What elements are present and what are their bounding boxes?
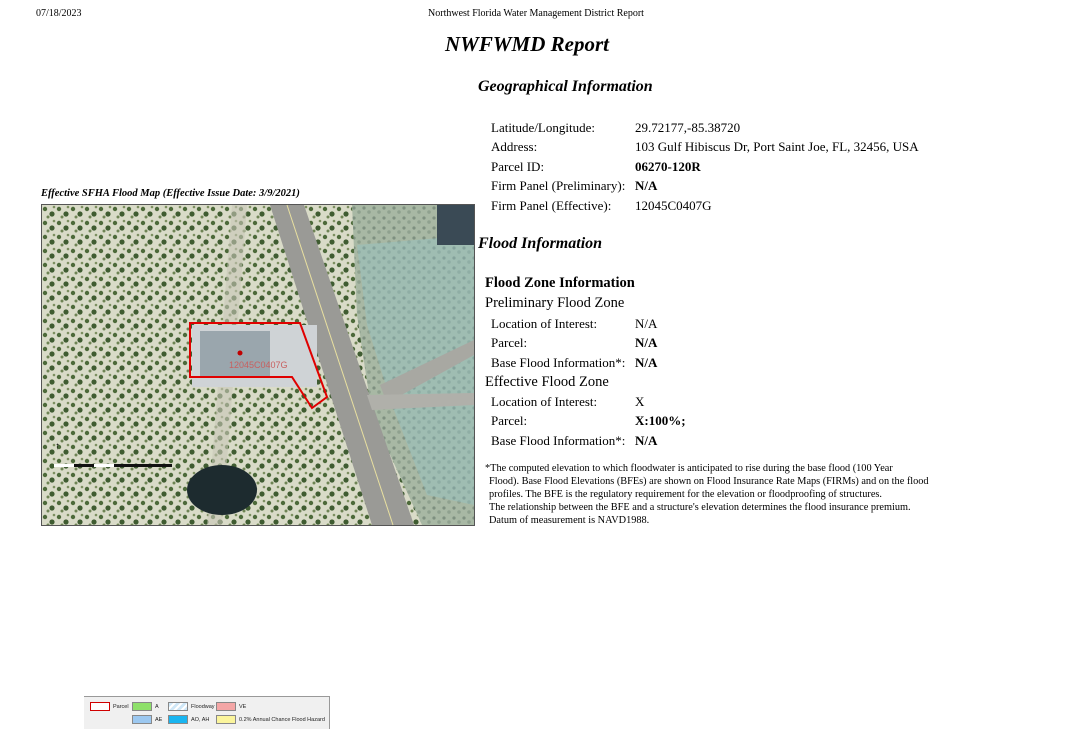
geo-value: 103 Gulf Hibiscus Dr, Port Saint Joe, FL, 32456, USA bbox=[635, 139, 919, 154]
flood-value: X:100%; bbox=[635, 413, 686, 428]
map-caption: Effective SFHA Flood Map (Effective Issue Date: 3/9/2021) bbox=[41, 188, 300, 199]
flood-section-title: Flood Information bbox=[478, 235, 603, 252]
report-header-title: Northwest Florida Water Management District Report bbox=[428, 8, 644, 19]
footnote-line: The relationship between the BFE and a structure's elevation determines the flood insurance premium. bbox=[489, 502, 911, 513]
legend-item bbox=[132, 702, 159, 711]
legend-label: AO, AH bbox=[191, 716, 210, 723]
flood-label: Base Flood Information*: bbox=[491, 355, 626, 370]
legend-label: VE bbox=[239, 703, 247, 710]
legend-swatch bbox=[216, 702, 236, 711]
flood-label: Location of Interest: bbox=[491, 394, 598, 409]
footnote-line: *The computed elevation to which floodwater is anticipated to rise during the base flood (100 Year bbox=[485, 463, 893, 474]
legend-swatch bbox=[90, 702, 110, 711]
geo-label: Parcel ID: bbox=[491, 159, 545, 174]
flood-value: N/A bbox=[635, 316, 658, 331]
legend-item bbox=[168, 702, 215, 711]
footnote-line: Datum of measurement is NAVD1988. bbox=[489, 515, 650, 526]
legend-swatch bbox=[216, 715, 236, 724]
geo-value: 29.72177,-85.38720 bbox=[635, 120, 741, 135]
map-legend bbox=[84, 696, 330, 729]
geo-value: N/A bbox=[635, 178, 658, 193]
page-title: NWFWMD Report bbox=[445, 32, 609, 56]
legend-label: A bbox=[155, 703, 159, 710]
flood-label: Base Flood Information*: bbox=[491, 433, 626, 448]
legend-label: Parcel bbox=[113, 703, 129, 710]
geo-value: 06270-120R bbox=[635, 159, 701, 174]
bfe-footnote bbox=[485, 462, 945, 527]
legend-item bbox=[132, 715, 162, 724]
flood-value: X bbox=[635, 394, 645, 409]
geo-label: Firm Panel (Effective): bbox=[491, 198, 612, 213]
flood-label: Parcel: bbox=[491, 335, 528, 350]
legend-label: AE bbox=[155, 716, 163, 723]
legend-item bbox=[168, 715, 209, 724]
effective-zone-heading: Effective Flood Zone bbox=[485, 374, 609, 390]
legend-item bbox=[216, 702, 246, 711]
geo-label: Firm Panel (Preliminary): bbox=[491, 178, 626, 193]
flood-value: N/A bbox=[635, 335, 658, 350]
legend-swatch bbox=[168, 702, 188, 711]
geo-value: 12045C0407G bbox=[635, 198, 712, 213]
legend-swatch bbox=[168, 715, 188, 724]
flood-value: N/A bbox=[635, 355, 658, 370]
flood-value: N/A bbox=[635, 433, 658, 448]
legend-label: 0.2% Annual Chance Flood Hazard bbox=[239, 716, 325, 723]
legend-item bbox=[216, 715, 325, 724]
flood-map bbox=[41, 204, 475, 723]
footnote-line: Flood). Base Flood Elevations (BFEs) are shown on Flood Insurance Rate Maps (FIRMs) and on the flood bbox=[489, 476, 929, 487]
north-arrow-icon: ↑ bbox=[55, 441, 60, 452]
legend-swatch bbox=[132, 702, 152, 711]
flood-label: Parcel: bbox=[491, 413, 528, 428]
map-panel-label: 12045C0407G bbox=[229, 360, 288, 370]
legend-label: Floodway bbox=[191, 703, 215, 710]
legend-item bbox=[90, 702, 129, 711]
legend-swatch bbox=[132, 715, 152, 724]
footnote-line: profiles. The BFE is the regulatory requirement for the elevation or floodproofing of structures. bbox=[489, 489, 882, 500]
preliminary-zone-heading: Preliminary Flood Zone bbox=[485, 295, 625, 311]
aerial-map-image bbox=[42, 205, 474, 525]
flood-label: Location of Interest: bbox=[491, 316, 598, 331]
geo-section-title: Geographical Information bbox=[478, 78, 653, 95]
geo-label: Latitude/Longitude: bbox=[491, 120, 595, 135]
geo-label: Address: bbox=[491, 139, 538, 154]
report-date: 07/18/2023 bbox=[36, 8, 82, 19]
flood-zone-info-heading: Flood Zone Information bbox=[485, 275, 635, 291]
